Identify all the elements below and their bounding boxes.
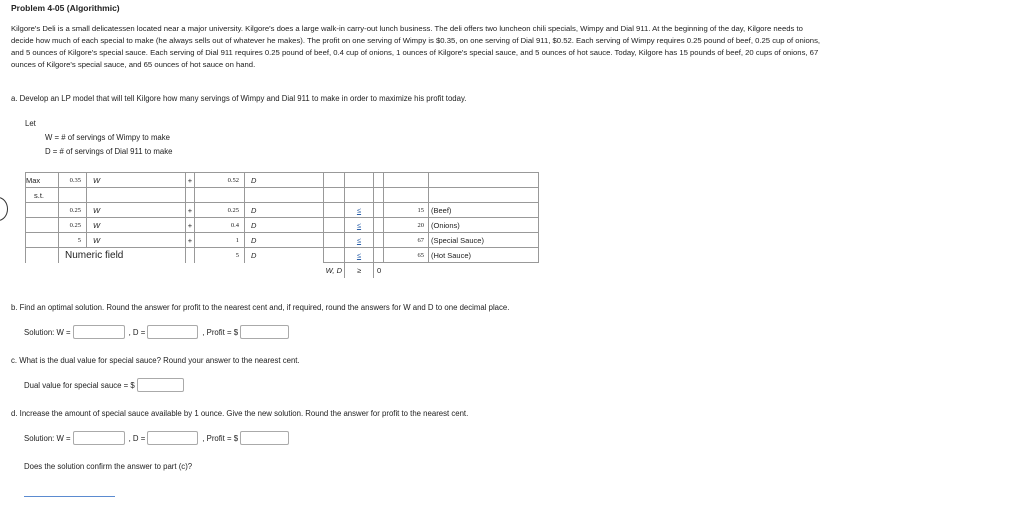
objective-d-var: D	[245, 173, 324, 188]
constraint-d-var: D	[245, 248, 324, 263]
constraint-d-var: D	[245, 218, 324, 233]
solution-d-input[interactable]	[147, 325, 198, 339]
solution-d-label: , D =	[128, 433, 146, 443]
constraint-w-var: W	[87, 233, 186, 248]
constraint-rhs[interactable]: 65	[384, 248, 429, 263]
constraint-operator-select[interactable]: ≤	[345, 203, 374, 218]
constraint-w-coef[interactable]: 5	[59, 233, 87, 248]
description-line: Kilgore's Deli is a small delicatessen located near a major university. Kilgore's does a large walk-in carry-out lunch business. The deli offers two luncheon chili specials, Wimpy and Dial 911. At the beginning of the day, Kilgore needs to	[11, 24, 803, 33]
profit-label: , Profit = $	[202, 327, 239, 337]
circle-marker	[0, 197, 8, 221]
description-line: ounces of Kilgore's special sauce, and 65 ounces of hot sauce on hand.	[11, 60, 256, 70]
solution-w-input[interactable]	[73, 431, 125, 445]
constraint-row-hot-sauce	[26, 248, 539, 263]
profit-input[interactable]	[240, 325, 289, 339]
solution-w-label: Solution: W =	[24, 433, 71, 443]
constraint-label: (Special Sauce)	[429, 233, 539, 248]
objective-w-coef[interactable]: 0.35	[59, 173, 87, 188]
part-c-answer-row	[24, 378, 188, 392]
constraint-d-coef[interactable]: 0.4	[195, 218, 245, 233]
objective-w-var: W	[87, 173, 186, 188]
confirm-dropdown[interactable]	[24, 496, 115, 497]
problem-description	[11, 23, 1015, 71]
dual-value-label: Dual value for special sauce = $	[24, 380, 135, 390]
solution-w-input[interactable]	[73, 325, 125, 339]
constraint-row-onions	[26, 218, 539, 233]
constraint-d-coef[interactable]: 5	[195, 248, 245, 263]
objective-d-coef[interactable]: 0.52	[195, 173, 245, 188]
plus-sign: +	[186, 218, 195, 233]
constraint-operator-select[interactable]: ≤	[345, 233, 374, 248]
nonneg-operator: ≥	[345, 263, 374, 278]
lp-model-table	[25, 172, 539, 278]
plus-sign: +	[186, 173, 195, 188]
let-label: Let	[25, 119, 36, 128]
constraint-d-coef[interactable]: 0.25	[195, 203, 245, 218]
constraint-row-special-sauce	[26, 233, 539, 248]
part-a-question: a. Develop an LP model that will tell Kilgore how many servings of Wimpy and Dial 911 to make in order to maximize his profit today.	[11, 94, 467, 103]
st-row	[26, 188, 539, 203]
definition-d: D = # of servings of Dial 911 to make	[45, 147, 173, 156]
constraint-label: (Beef)	[429, 203, 539, 218]
st-label: s.t.	[26, 188, 59, 203]
constraint-w-var: W	[87, 218, 186, 233]
nonneg-value: 0	[374, 263, 384, 278]
nonneg-vars: W, D	[324, 263, 345, 278]
solution-d-label: , D =	[128, 327, 146, 337]
dual-value-input[interactable]	[137, 378, 184, 392]
problem-title: Problem 4-05 (Algorithmic)	[11, 3, 120, 13]
constraint-rhs[interactable]: 20	[384, 218, 429, 233]
constraint-operator-select[interactable]: ≤	[345, 218, 374, 233]
profit-input[interactable]	[240, 431, 289, 445]
description-line: and 5 ounces of Kilgore's special sauce. Each serving of Dial 911 requires 0.25 pound of beef, 0.4 cup of onions, 1 ounces of Kilgore's special sauce, and 5 ounces of hot sauce. Today, Kilgore has 15 pounds of beef, 20 cups of onions, 67	[11, 48, 819, 58]
constraint-label: (Onions)	[429, 218, 539, 233]
constraint-d-var: D	[245, 203, 324, 218]
confirm-question: Does the solution confirm the answer to part (c)?	[24, 462, 193, 471]
constraint-d-coef[interactable]: 1	[195, 233, 245, 248]
constraint-rhs[interactable]: 67	[384, 233, 429, 248]
constraint-operator-select[interactable]: ≤	[345, 248, 374, 263]
plus-sign: +	[186, 203, 195, 218]
part-c-question: c. What is the dual value for special sauce? Round your answer to the nearest cent.	[11, 356, 300, 365]
numeric-field-input[interactable]: Numeric field	[63, 250, 137, 261]
constraint-w-coef[interactable]: 0.25	[59, 218, 87, 233]
solution-d-input[interactable]	[147, 431, 198, 445]
constraint-w-coef[interactable]: 0.25	[59, 203, 87, 218]
constraint-row-beef	[26, 203, 539, 218]
constraint-w-var: W	[87, 203, 186, 218]
constraint-d-var: D	[245, 233, 324, 248]
constraint-label: (Hot Sauce)	[429, 248, 539, 263]
nonnegativity-row	[26, 263, 539, 278]
part-d-question: d. Increase the amount of special sauce available by 1 ounce. Give the new solution. Round the answer for profit to the nearest cent.	[11, 409, 469, 418]
solution-w-label: Solution: W =	[24, 327, 71, 337]
definition-w: W = # of servings of Wimpy to make	[45, 133, 171, 142]
part-b-question: b. Find an optimal solution. Round the answer for profit to the nearest cent and, if required, round the answers for W and D to one decimal place.	[11, 303, 510, 312]
objective-row	[26, 173, 539, 188]
part-b-answer-row	[24, 325, 293, 339]
profit-label: , Profit = $	[202, 433, 239, 443]
description-line: decide how much of each special to make (he always sells out of whatever he makes). The profit on one serving of Wimpy is $0.35, on one serving of Dial 911, $0.52. Each serving of Wimpy requires 0.25 pound of beef, 0.25 cup of onions,	[11, 36, 821, 46]
constraint-rhs[interactable]: 15	[384, 203, 429, 218]
part-d-answer-row	[24, 431, 293, 445]
max-label: Max	[26, 173, 59, 188]
plus-sign: +	[186, 233, 195, 248]
plus-sign	[186, 248, 195, 263]
